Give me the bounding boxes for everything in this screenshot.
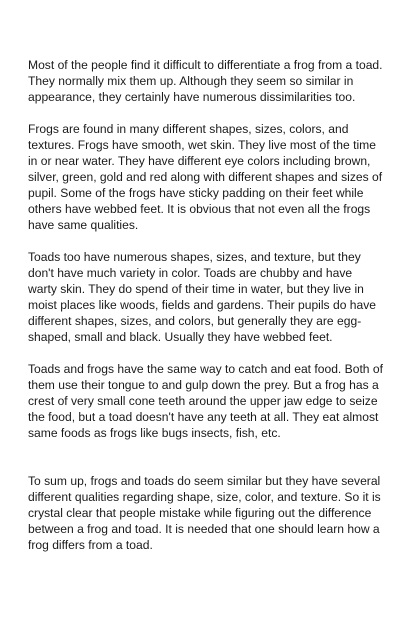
paragraph-intro: Most of the people find it difficult to differentiate a frog from a toad. They normally mix them up. Although they seem so similar in appearance, they certainly have numerous dissimilarities too.: [28, 58, 383, 104]
paragraph-toads: Toads too have numerous shapes, sizes, and texture, but they don't have much variety in color. Toads are chubby and have warty skin. They do spend of their time in water, but they live in moist places like woods, fields and gardens. Their pupils do have different shapes, sizes, and colors, but generally they are egg-shaped, small and black. Usually they have webbed feet.: [28, 250, 377, 344]
paragraph-frogs: Frogs are found in many different shapes, sizes, colors, and textures. Frogs have smooth, wet skin. They live most of the time in or near water. They have different eye colors including brown, silver, green, gold and red along with different shapes and sizes of pupil. Some of the frogs have sticky padding on their feet while others have webbed feet. It is obvious that not even all the frogs have same qualities.: [28, 122, 383, 232]
paragraph-feeding: Toads and frogs have the same way to catch and eat food. Both of them use their tongue to and gulp down the prey. But a frog has a crest of very small cone teeth around the upper jaw edge to seize the food, but a toad doesn't have any teeth at all. They eat almost same foods as frogs like bugs insects, fish, etc.: [28, 362, 383, 440]
paragraph-spacer: [28, 233, 384, 249]
document-body: [28, 57, 384, 553]
paragraph-conclusion: To sum up, frogs and toads do seem similar but they have several different qualities regarding shape, size, color, and texture. So it is crystal clear that people mistake while figuring out the difference between a frog and toad. It is needed that one should learn how a frog differs from a toad.: [28, 474, 381, 552]
paragraph-spacer: [28, 105, 384, 121]
paragraph-spacer: [28, 441, 384, 473]
paragraph-spacer: [28, 345, 384, 361]
